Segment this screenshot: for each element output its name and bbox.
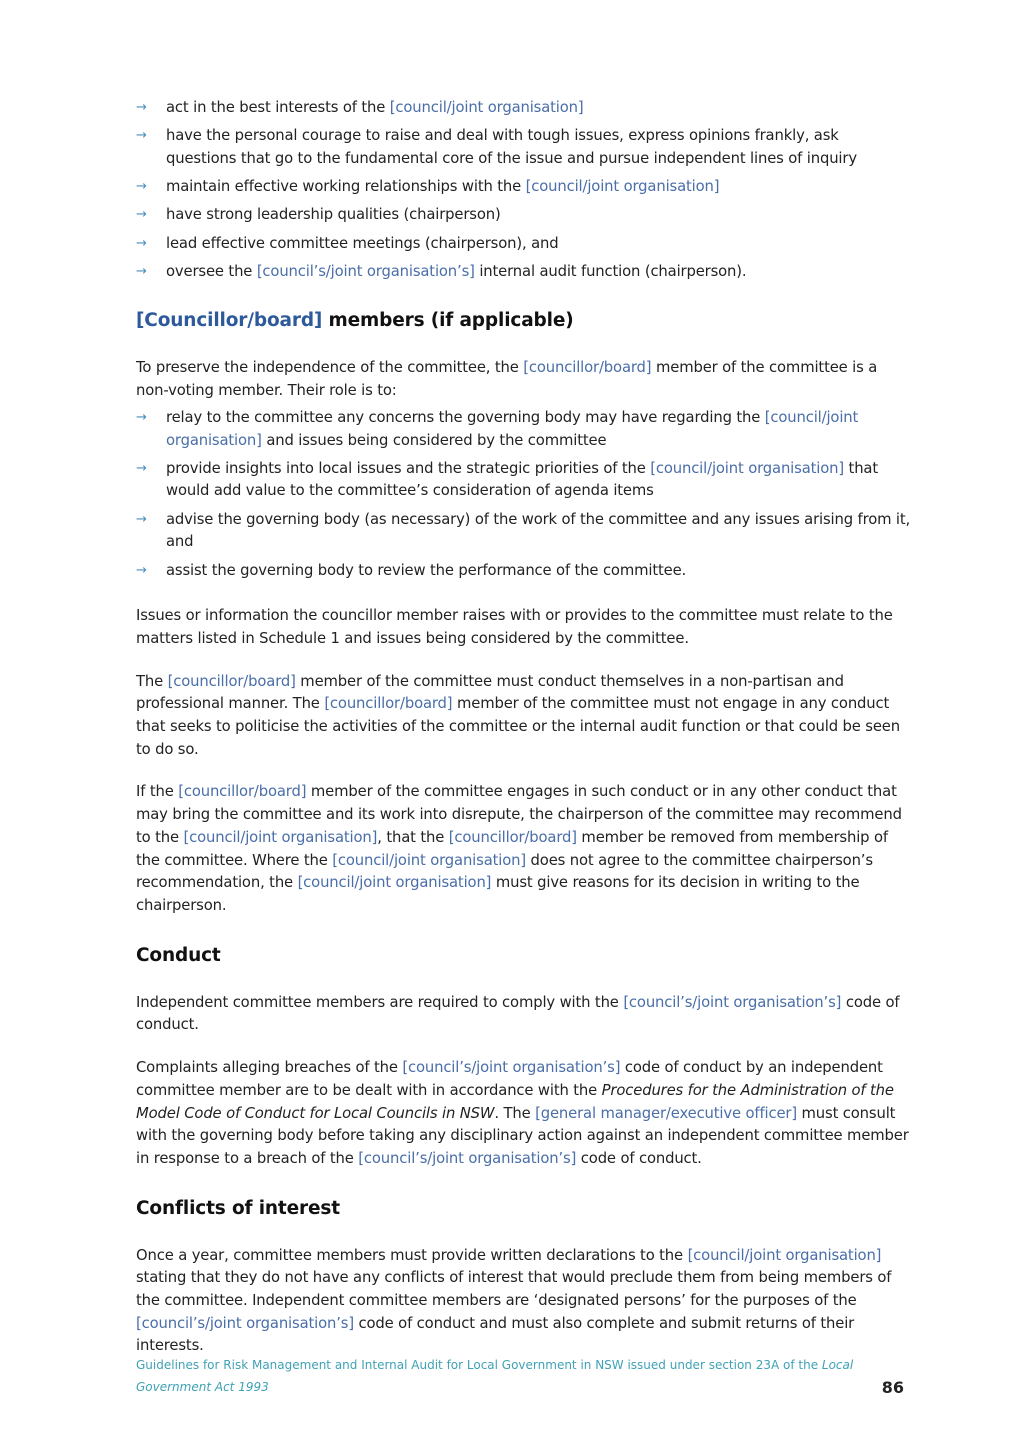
text-run: must consult with the governing body before taking any disciplinary action against an independent committee member in response to a breach of the <box>136 1104 909 1167</box>
page-content <box>136 97 912 1378</box>
text-run: The <box>136 672 168 690</box>
arrow-right-icon: → <box>136 179 147 195</box>
text-run: stating that they do not have any conflicts of interest that would preclude them from being members of the committee. Independent committee members are ‘designated persons’ for the purposes of the <box>136 1269 892 1310</box>
placeholder-text: [council’s/joint organisation’s] <box>256 262 475 280</box>
text-run: member of the committee must conduct themselves in a non-partisan and professional manner. The <box>136 672 844 713</box>
page-number: 86 <box>881 1378 904 1397</box>
arrow-right-icon: → <box>136 235 147 251</box>
placeholder-text: [council/joint organisation] <box>297 874 492 892</box>
text-run: . The <box>494 1104 536 1122</box>
placeholder-text: [council’s/joint organisation’s] <box>623 993 842 1011</box>
text-run: code of conduct. <box>576 1149 702 1167</box>
text-run: that would add value to the committee’s consideration of agenda items <box>166 459 878 500</box>
placeholder-text: [council/joint organisation] <box>525 178 720 196</box>
arrow-right-icon: → <box>136 460 147 476</box>
placeholder-text: [councillor/board] <box>167 672 296 690</box>
bullet-text <box>166 99 584 116</box>
top-bullet-item <box>136 204 912 227</box>
placeholder-text: [council/joint organisation] <box>389 99 584 116</box>
arrow-right-icon: → <box>136 409 147 425</box>
bullet-text <box>166 409 858 449</box>
placeholder-text: [council/joint organisation] <box>166 408 859 449</box>
text-run: have strong leadership qualities (chairperson) <box>166 206 501 224</box>
arrow-right-icon: → <box>136 263 147 279</box>
conduct-paragraph <box>136 992 912 1037</box>
members-bullet-list <box>136 407 912 582</box>
bullet-text <box>166 178 719 195</box>
text-run: maintain effective working relationships with the <box>166 178 526 196</box>
placeholder-text: [council/joint organisation] <box>687 1246 882 1264</box>
top-bullet-item <box>136 97 912 120</box>
arrow-right-icon: → <box>136 128 147 144</box>
text-run: must give reasons for its decision in writing to the chairperson. <box>136 874 860 914</box>
footer-text <box>136 1354 876 1398</box>
heading-conflicts-of-interest: Conflicts of interest <box>136 1197 340 1219</box>
members-paragraph <box>136 605 912 650</box>
bullet-text <box>166 562 686 579</box>
heading-conduct: Conduct <box>136 944 221 966</box>
members-intro-paragraph <box>136 357 912 402</box>
top-bullet-item <box>136 233 912 256</box>
text-run: Once a year, committee members must provide written declarations to the <box>136 1246 688 1264</box>
heading-text: members (if applicable) <box>322 310 574 332</box>
placeholder-text: [councillor/board] <box>178 783 307 801</box>
bullet-text <box>166 460 878 500</box>
text-run: member be removed from membership of the committee. Where the <box>136 828 888 869</box>
arrow-right-icon: → <box>136 562 147 578</box>
text-run: Complaints alleging breaches of the <box>136 1059 403 1077</box>
members-paragraph <box>136 781 912 917</box>
text-run: Independent committee members are required to comply with the <box>136 993 624 1011</box>
arrow-right-icon: → <box>136 207 147 223</box>
text-run: If the <box>136 783 179 801</box>
placeholder-text: [council’s/joint organisation’s] <box>358 1149 577 1167</box>
top-bullet-item <box>136 261 912 284</box>
members-bullet-item <box>136 458 912 503</box>
heading-placeholder: [Councillor/board] <box>136 310 323 332</box>
placeholder-text: [councillor/board] <box>523 359 652 377</box>
text-run: assist the governing body to review the performance of the committee. <box>166 561 687 579</box>
members-bullet-item <box>136 407 912 452</box>
arrow-right-icon: → <box>136 511 147 527</box>
placeholder-text: [council/joint organisation] <box>332 851 526 869</box>
top-bullet-list <box>136 97 912 283</box>
text-run: , that the <box>377 828 449 846</box>
text-run: Issues or information the councillor member raises with or provides to the committee must relate to the matters listed in Schedule 1 and issues being considered by the committee. <box>136 607 893 647</box>
footer-text-italic: Local Government Act 1993 <box>136 1358 854 1394</box>
placeholder-text: [council’s/joint organisation’s] <box>402 1059 621 1077</box>
members-bullet-item <box>136 560 912 583</box>
placeholder-text: [councillor/board] <box>448 828 577 846</box>
bullet-text <box>166 263 746 280</box>
placeholder-text: [councillor/board] <box>324 695 453 713</box>
italic-text: Procedures for the Administration of the Model Code of Conduct for Local Councils in NSW <box>136 1081 894 1122</box>
text-run: oversee the <box>166 262 257 280</box>
placeholder-text: [general manager/executive officer] <box>535 1104 797 1122</box>
top-bullet-item <box>136 125 912 170</box>
members-bullet-item <box>136 509 912 554</box>
text-run: does not agree to the committee chairperson’s recommendation, the <box>136 851 873 892</box>
text-run: provide insights into local issues and the strategic priorities of the <box>166 459 651 477</box>
text-run: act in the best interests of the <box>166 99 390 116</box>
placeholder-text: [council’s/joint organisation’s] <box>136 1314 354 1332</box>
placeholder-text: [council/joint organisation] <box>650 459 844 477</box>
text-run: advise the governing body (as necessary) of the work of the committee and any issues arising from it, and <box>166 510 911 551</box>
conflicts-paragraph <box>136 1245 912 1359</box>
text-run: code of conduct and must also complete and submit returns of their interests. <box>136 1314 855 1355</box>
text-run: relay to the committee any concerns the governing body may have regarding the <box>166 408 765 426</box>
bullet-text <box>166 235 558 252</box>
text-run: code of conduct. <box>136 993 900 1034</box>
text-run: have the personal courage to raise and deal with tough issues, express opinions frankly, ask questions that go to the fundamental core of the issue and pursue independent lines of inquiry <box>166 127 857 167</box>
bullet-text <box>166 127 857 167</box>
text-run: member of the committee engages in such conduct or in any other conduct that may bring the committee and its work into disrepute, the chairperson of the committee may recommend to the <box>136 783 902 846</box>
top-bullet-item <box>136 176 912 199</box>
conduct-paragraph <box>136 1057 912 1171</box>
page-footer <box>136 1354 912 1398</box>
arrow-right-icon: → <box>136 100 147 115</box>
text-run: To preserve the independence of the committee, the <box>136 359 524 377</box>
text-run: member of the committee is a non-voting member. Their role is to: <box>136 359 878 400</box>
text-run: internal audit function (chairperson). <box>474 262 747 280</box>
bullet-text <box>166 511 910 551</box>
text-run: and issues being considered by the committee <box>261 431 607 449</box>
text-run: lead effective committee meetings (chairperson), and <box>166 234 559 252</box>
text-run: code of conduct by an independent committee member are to be dealt with in accordance with the <box>136 1059 883 1099</box>
footer-text-plain: Guidelines for Risk Management and Internal Audit for Local Government in NSW issued under section 23A of the <box>136 1358 822 1372</box>
text-run: member of the committee must not engage in any conduct that seeks to politicise the activities of the committee or the internal audit function or that could be seen to do so. <box>136 695 900 758</box>
members-paragraph <box>136 671 912 762</box>
bullet-text <box>166 206 501 223</box>
placeholder-text: [council/joint organisation] <box>183 828 378 846</box>
heading-councillor-members <box>136 309 912 333</box>
